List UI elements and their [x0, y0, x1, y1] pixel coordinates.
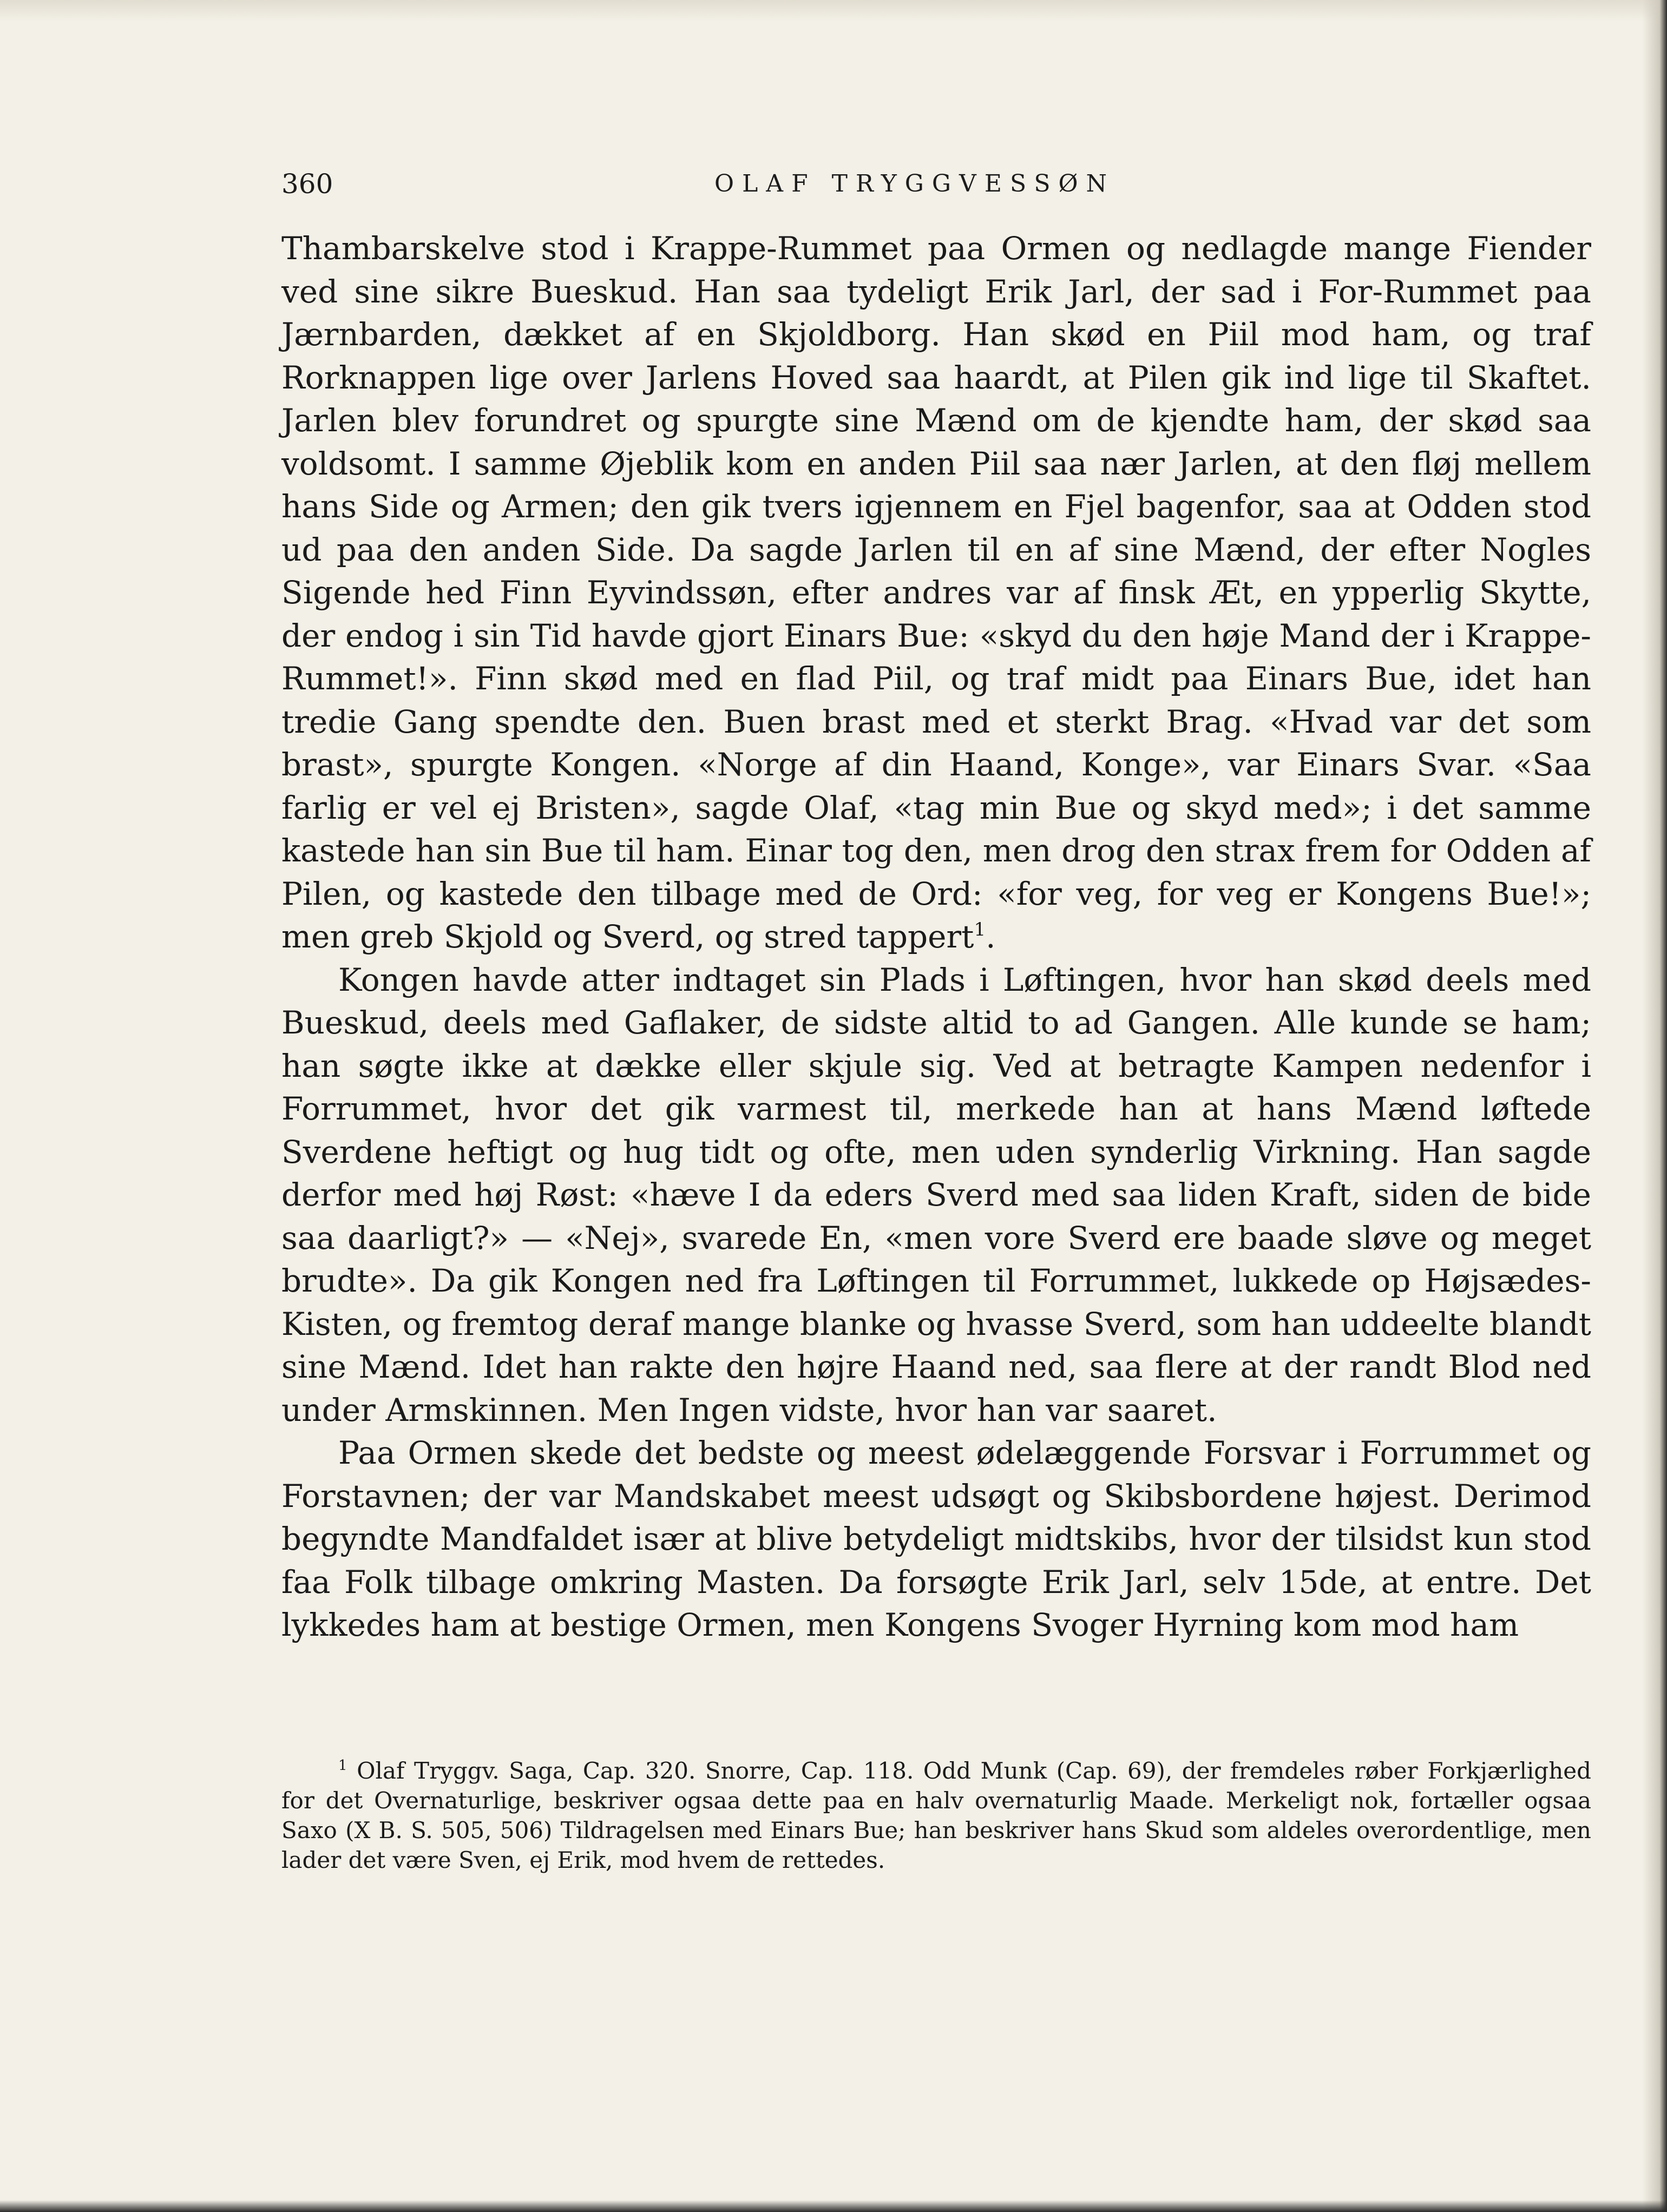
paragraph	[281, 1432, 1591, 1647]
paragraph-text: Thambarskelve stod i Krappe-Rummet paa Ormen og nedlagde mange Fiender ved sine sikre Bueskud. Han saa tydeligt Erik Jarl, der sad i For-Rummet paa Jærnbarden, dækket af en Skjoldborg. Han skød en Piil mod ham, og traf Rorknappen lige over Jarlens Hoved saa haardt, at Pilen gik ind lige til Skaftet. Jarlen blev forundret og spurgte sine Mænd om de kjendte ham, der skød saa voldsomt. I samme Øjeblik kom en anden Piil saa nær Jarlen, at den fløj mellem hans Side og Armen; den gik tvers igjennem en Fjel bagenfor, saa at Odden stod ud paa den anden Side. Da sagde Jarlen til en af sine Mænd, der efter Nogles Sigende hed Finn Eyvindssøn, efter andres var af finsk Æt, en ypperlig Skytte, der endog i sin Tid havde gjort Einars Bue: «skyd du den høje Mand der i Krappe-Rummet!». Finn skød med en flad Piil, og traf midt paa Einars Bue, idet han tredie Gang spendte den. Buen brast med et sterkt Brag. «Hvad var det som brast», spurgte Kongen. «Norge af din Haand, Konge», var Einars Svar. «Saa farlig er vel ej Bristen», sagde Olaf, «tag min Bue og skyd med»; i det samme kastede han sin Bue til ham. Einar tog den, men drog den strax frem for Odden af Pilen, og kastede den tilbage med de Ord: «for veg, for veg er Kongens Bue!»; men greb Skjold og Sverd, og stred tappert	[281, 230, 1591, 955]
footnote-reference: 1	[974, 919, 986, 940]
footnote-text: Olaf Tryggv. Saga, Cap. 320. Snorre, Cap. 118. Odd Munk (Cap. 69), der fremdeles røber Forkjærlighed for det Overnaturlige, beskriver ogsaa dette paa en halv overnaturlig Maade. Merkeligt nok, fortæller ogsaa Saxo (X B. S. 505, 506) Tildragelsen med Einars Bue; han beskriver hans Skud som aldeles overordentlige, men lader det være Sven, ej Erik, mod hvem de rettedes.	[281, 1757, 1591, 1873]
page-number: 360	[281, 168, 333, 200]
page-header	[281, 162, 1591, 206]
page-edge-right	[1642, 0, 1667, 2212]
footnote-mark: 1	[338, 1757, 347, 1774]
body-text	[281, 227, 1591, 1647]
page-edge-top	[0, 0, 1667, 22]
page-edge-bottom	[0, 2200, 1667, 2212]
footnote	[281, 1756, 1591, 1875]
paragraph-text: Kongen havde atter indtaget sin Plads i Løftingen, hvor han skød deels med Bueskud, deels med Gaflaker, de sidste altid to ad Gangen. Alle kunde se ham; han søgte ikke at dække eller skjule sig. Ved at betragte Kampen nedenfor i Forrummet, hvor det gik varmest til, merkede han at hans Mænd løftede Sverdene heftigt og hug tidt og ofte, men uden synderlig Virkning. Han sagde derfor med høj Røst: «hæve I da eders Sverd med saa liden Kraft, siden de bide saa daarligt?» — «Nej», svarede En, «men vore Sverd ere baade sløve og meget brudte». Da gik Kongen ned fra Løftingen til Forrummet, lukkede op Højsædes-Kisten, og fremtog deraf mange blanke og hvasse Sverd, som han uddeelte blandt sine Mænd. Idet han rakte den højre Haand ned, saa flere at der randt Blod ned under Armskinnen. Men Ingen vidste, hvor han var saaret.	[281, 961, 1591, 1428]
paragraph	[281, 959, 1591, 1432]
running-head: OLAF TRYGGVESSØN	[714, 170, 1115, 198]
paragraph-text: Paa Ormen skede det bedste og meest ødelæggende Forsvar i Forrummet og Forstavnen; der var Mandskabet meest udsøgt og Skibsbordene højest. Derimod begyndte Mandfaldet især at blive betydeligt midtskibs, hvor der tilsidst kun stod faa Folk tilbage omkring Masten. Da forsøgte Erik Jarl, selv 15de, at entre. Det lykkedes ham at bestige Ormen, men Kongens Svoger Hyrning kom mod ham	[281, 1434, 1591, 1643]
paragraph: Thambarskelve stod i Krappe-Rummet paa Ormen og nedlagde mange Fiender ved sine sikre Bueskud. Han saa tydeligt Erik Jarl, der sad i For-Rummet paa Jærnbarden, dækket af en Skjoldborg. Han skød en Piil mod ham, og traf Rorknappen lige over Jarlens Hoved saa haardt, at Pilen gik ind lige til Skaftet. Jarlen blev forundret og spurgte sine Mænd om de kjendte ham, der skød saa voldsomt. I samme Øjeblik kom en anden Piil saa nær Jarlen, at den fløj mellem hans Side og Armen; den gik tvers igjennem en Fjel bagenfor, saa at Odden stod ud paa den anden Side. Da sagde Jarlen til en af sine Mænd, der efter Nogles Sigende hed Finn Eyvindssøn, efter andres var af finsk Æt, en ypperlig Skytte, der endog i sin Tid havde gjort Einars Bue: «skyd du den høje Mand der i Krappe-Rummet!». Finn skød med en flad Piil, og traf midt paa Einars Bue, idet han tredie Gang spendte den. Buen brast med et sterkt Brag. «Hvad var det som brast», spurgte Kongen. «Norge af din Haand, Konge», var Einars Svar. «Saa farlig er vel ej Bristen», sagde Olaf, «tag min Bue og skyd med»; i det samme kastede han sin Bue til ham. Einar tog den, men drog den strax frem for Odden af Pilen, og kastede den tilbage med de Ord: «for veg, for veg er Kongens Bue!»; men greb Skjold og Sverd, og stred tappert$^1$.	[281, 230, 1591, 955]
footnotes	[281, 1756, 1591, 1875]
